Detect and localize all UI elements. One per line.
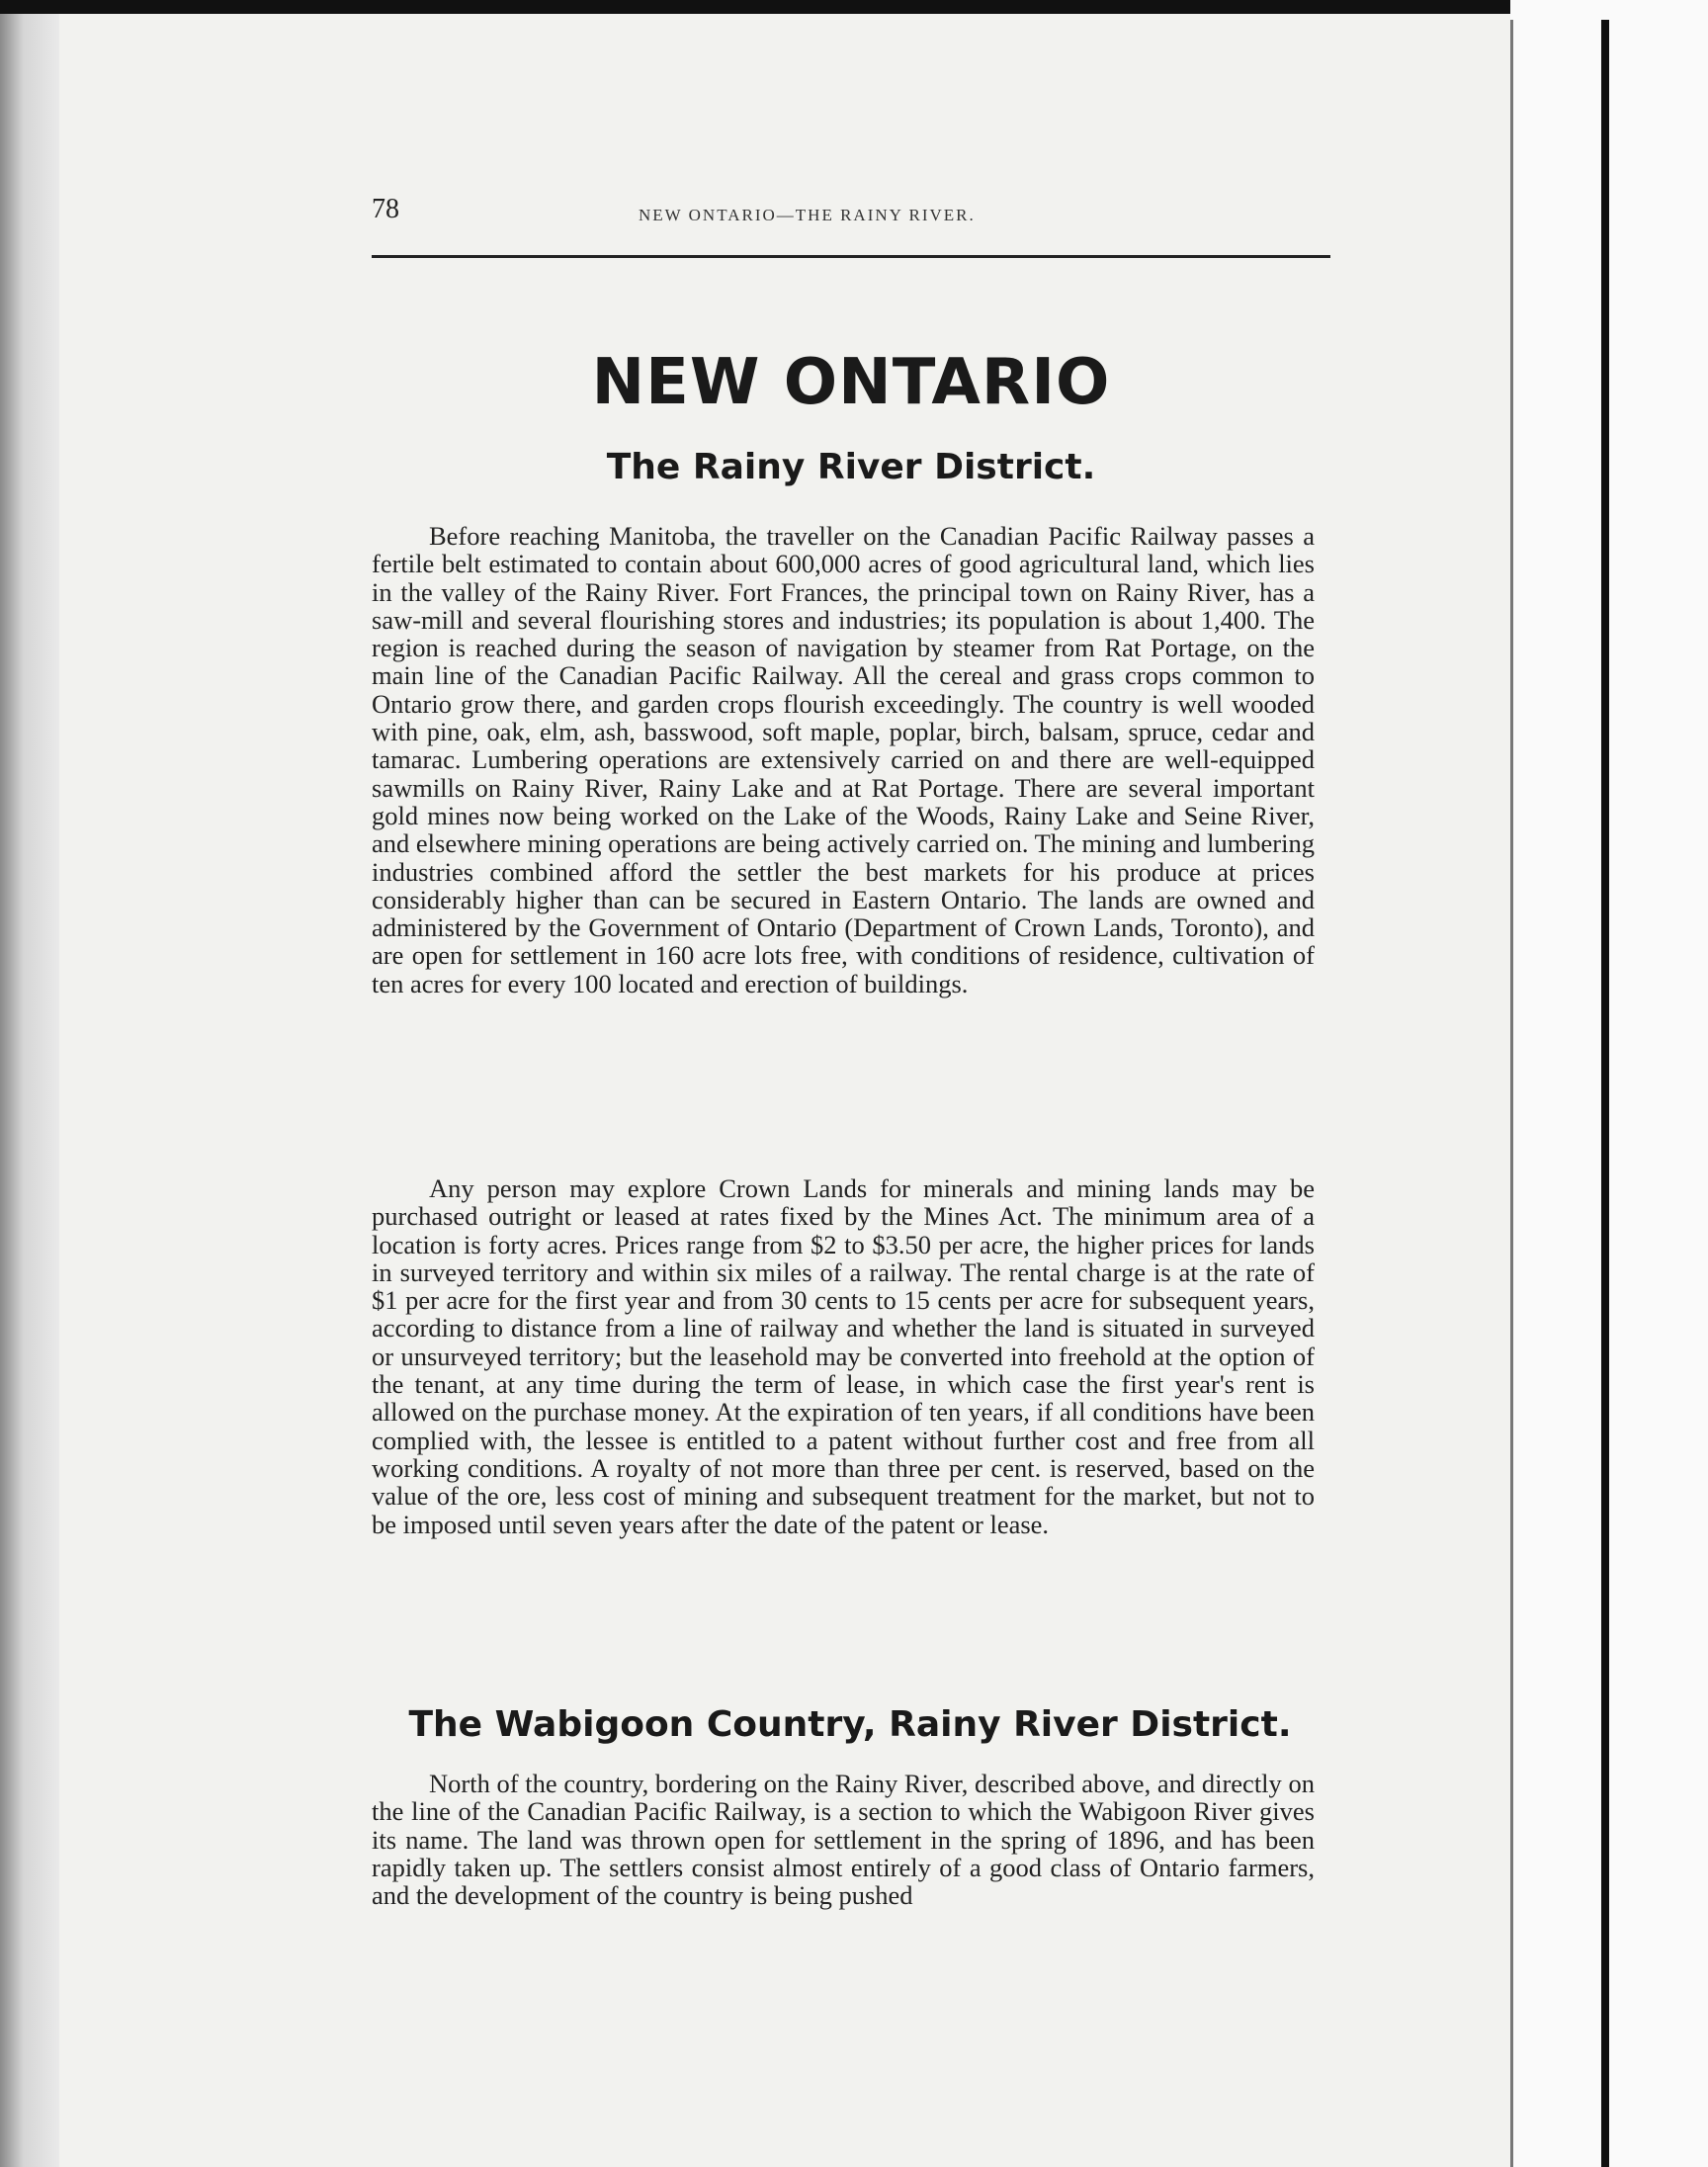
body-paragraph-3 — [372, 1770, 1315, 1909]
paragraph-text: Any person may explore Crown Lands for minerals and mining lands may be purchased outright or leased at rates fixed by the Mines Act. The minimum area of a location is forty acres. Prices range from $2 to $3.50 per acre, the higher prices for lands in surveyed territory and within six miles of a railway. The rental charge is at the rate of $1 per acre for the first year and from 30 cents to 15 cents per acre for subsequent years, according to distance from a line of railway and whether the land is situated in surveyed or unsurveyed territory; but the leasehold may be converted into freehold at the option of the tenant, at any time during the term of lease, in which case the first year's rent is allowed on the purchase money. At the expiration of ten years, if all conditions have been complied with, the lessee is entitled to a patent without further cost and free from all working conditions. A royalty of not more than three per cent. is reserved, based on the value of the ore, less cost of mining and subsequent treatment for the market, but not to be imposed until seven years after the date of the patent or lease. — [372, 1173, 1315, 1539]
header-rule — [372, 255, 1330, 258]
section-heading: The Wabigoon Country, Rainy River District. — [408, 1704, 1292, 1745]
body-paragraph-1 — [372, 522, 1315, 997]
running-head — [372, 194, 1330, 253]
binding-line — [1601, 20, 1609, 2167]
book-gutter — [1510, 0, 1708, 2167]
page-edge-line — [1510, 20, 1513, 2167]
page-number: 78 — [372, 194, 399, 224]
body-paragraph-2 — [372, 1174, 1315, 1538]
scan-top-edge — [0, 0, 1708, 14]
page-title: NEW ONTARIO — [591, 346, 1111, 419]
running-title: NEW ONTARIO—THE RAINY RIVER. — [639, 206, 976, 224]
page-stack-edge — [0, 14, 59, 2167]
paragraph-text: Before reaching Manitoba, the traveller on the Canadian Pacific Railway passes a fertile belt estimated to contain about 600,000 acres of good agricultural land, which lies in the valley of the Rainy River. Fort Frances, the principal town on Rainy River, has a saw-mill and several flourishing stores and industries; its population is about 1,400. The region is reached during the season of navigation by steamer from Rat Portage, on the main line of the Canadian Pacific Railway. All the cereal and grass crops common to Ontario grow there, and garden crops flourish exceedingly. The country is well wooded with pine, oak, elm, ash, basswood, soft maple, poplar, birch, balsam, spruce, cedar and tamarac. Lumbering operations are extensively carried on and there are well-equipped sawmills on Rainy River, Rainy Lake and at Rat Portage. There are several important gold mines now being worked on the Lake of the Woods, Rainy Lake and Seine River, and elsewhere mining operations are being actively carried on. The mining and lumbering industries combined afford the settler the best markets for his produce at prices considerably higher than can be secured in Eastern Ontario. The lands are owned and administered by the Government of Ontario (Department of Crown Lands, Toronto), and are open for settlement in 160 acre lots free, with conditions of residence, cultivation of ten acres for every 100 located and erection of buildings. — [372, 521, 1315, 998]
page-subtitle: The Rainy River District. — [606, 447, 1096, 487]
paragraph-text: North of the country, bordering on the Rainy River, described above, and directly on the line of the Canadian Pacific Railway, is a section to which the Wabigoon River gives its name. The land was thrown open for settlement in the spring of 1896, and has been rapidly taken up. The settlers consist almost entirely of a good class of Ontario farmers, and the development of the country is being pushed — [372, 1769, 1315, 1911]
